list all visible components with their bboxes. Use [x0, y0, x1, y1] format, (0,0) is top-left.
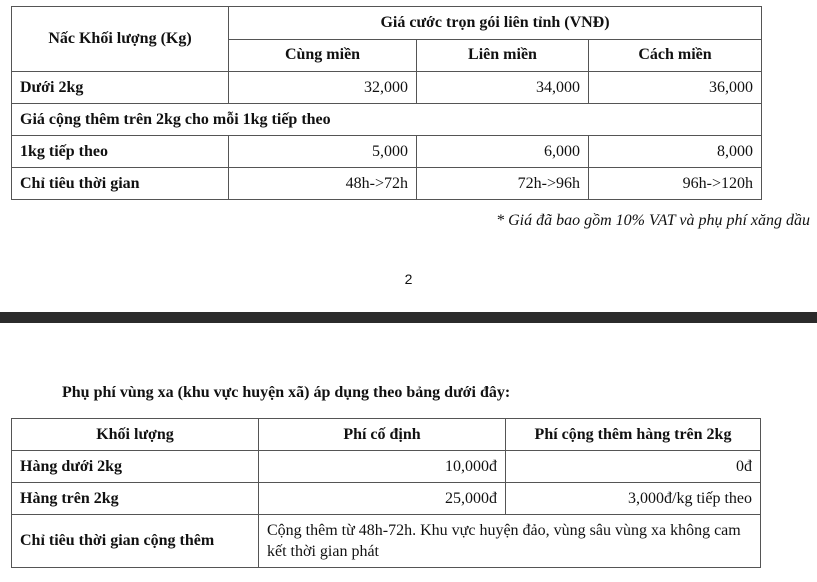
extra-fee-header: Phí cộng thêm hàng trên 2kg — [506, 419, 761, 451]
surcharge-intro: Phụ phí vùng xa (khu vực huyện xã) áp dụng theo bảng dưới đây: — [62, 384, 511, 401]
price-table — [11, 6, 762, 200]
table-row — [12, 168, 762, 200]
section-label: Giá cộng thêm trên 2kg cho mỗi 1kg tiếp theo — [12, 104, 762, 136]
row-label: Hàng trên 2kg — [12, 483, 259, 515]
cell-value: 32,000 — [229, 72, 417, 104]
cell-value: 36,000 — [589, 72, 762, 104]
table-row — [12, 451, 761, 483]
cell-value: 25,000đ — [259, 483, 506, 515]
cell-value: 6,000 — [417, 136, 589, 168]
cell-value: 48h->72h — [229, 168, 417, 200]
row-label: Chỉ tiêu thời gian — [12, 168, 229, 200]
cell-value: 10,000đ — [259, 451, 506, 483]
table-row — [12, 136, 762, 168]
table-row — [12, 104, 762, 136]
time-note: Cộng thêm từ 48h-72h. Khu vực huyện đảo, vùng sâu vùng xa không cam kết thời gian phát — [259, 515, 761, 568]
cell-value: 0đ — [506, 451, 761, 483]
zone-header-inter: Liên miền — [417, 39, 589, 72]
page-break-divider — [0, 312, 817, 323]
surcharge-table — [11, 418, 761, 568]
row-label: 1kg tiếp theo — [12, 136, 229, 168]
vat-note: * Giá đã bao gồm 10% VAT và phụ phí xăng dầu — [496, 212, 810, 229]
price-group-header: Giá cước trọn gói liên tỉnh (VNĐ) — [229, 7, 762, 40]
zone-header-far: Cách miền — [589, 39, 762, 72]
cell-value: 3,000đ/kg tiếp theo — [506, 483, 761, 515]
table-row — [12, 72, 762, 104]
table-row — [12, 515, 761, 568]
weight-header: Nấc Khối lượng (Kg) — [12, 7, 229, 72]
cell-value: 34,000 — [417, 72, 589, 104]
row-label: Dưới 2kg — [12, 72, 229, 104]
page-number: 2 — [404, 271, 413, 287]
cell-value: 5,000 — [229, 136, 417, 168]
fixed-fee-header: Phí cố định — [259, 419, 506, 451]
weight-header: Khối lượng — [12, 419, 259, 451]
row-label: Hàng dưới 2kg — [12, 451, 259, 483]
cell-value: 72h->96h — [417, 168, 589, 200]
row-label: Chỉ tiêu thời gian cộng thêm — [12, 515, 259, 568]
table-row — [12, 483, 761, 515]
zone-header-same: Cùng miền — [229, 39, 417, 72]
cell-value: 96h->120h — [589, 168, 762, 200]
cell-value: 8,000 — [589, 136, 762, 168]
